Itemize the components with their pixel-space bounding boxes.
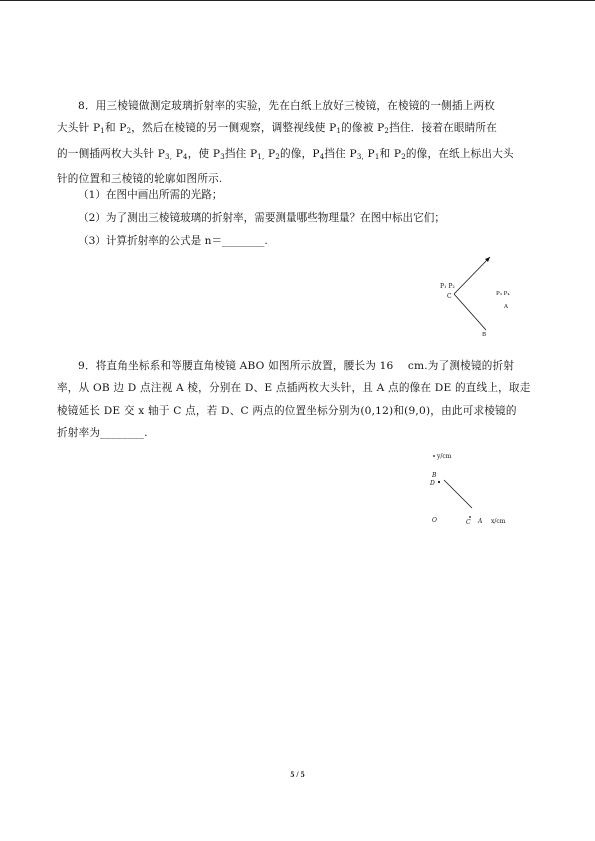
label-p1-p2: P₁ P₂: [440, 283, 455, 290]
ray-lower: [454, 294, 486, 330]
q9-line-4: 折射率为________.: [57, 426, 148, 439]
figure-q8: [430, 250, 530, 340]
question-8: [57, 95, 539, 190]
q8-subquestion-1: （1）在图中画出所需的光路；: [78, 189, 223, 201]
label-b: B: [432, 472, 437, 479]
q8-line-1: 8．用三棱镜做测定玻璃折射率的实验，先在白纸上放好三棱镜，在棱镜的一侧插上两枚: [78, 100, 496, 112]
label-b: B: [482, 332, 487, 338]
q8-line-3: 的一侧插两枚大头针 $P_{3,}$ $P_4$，使 $P_3$挡住 $P_{1,}$ $P_2$的像，$P_4$挡住 $P_{3,}$ $P_1$和 $P_2$的像，在纸上标出大头: [57, 147, 514, 161]
ray-upper: [454, 257, 490, 294]
y-axis-label: y/cm: [437, 453, 452, 460]
point-d: [438, 481, 440, 483]
label-d: D: [430, 480, 435, 487]
q8-subquestion-3: （3）计算折射率的公式是 n＝________.: [78, 235, 268, 247]
question-9: [57, 355, 539, 444]
q8-line-2: 大头针 $P_1$和 $P_2$，然后在棱镜的另一侧观察，调整视线使 $P_1$的像被 $P_2$挡住．接着在眼睛所在: [57, 122, 498, 136]
q8-subquestion-2: （2）为了测出三棱镜玻璃的折射率，需要测量哪些物理量？在图中标出它们；: [78, 212, 445, 224]
axis-marker: [433, 455, 435, 457]
label-a: A: [504, 304, 508, 310]
label-p3-p4: P₃ P₄: [496, 291, 510, 297]
figure-q9: [420, 448, 530, 533]
x-axis-label: x/cm: [491, 518, 506, 525]
q9-line-3: 棱镜延长 DE 交 x 轴于 C 点，若 D、C 两点的位置坐标分别为(0,12)和(9,0)，由此可求棱镜的: [57, 404, 517, 417]
q8-line-4: 针的位置和三棱镜的轮廓如图所示.: [57, 172, 223, 185]
top-rule: [0, 0, 595, 1]
label-a: A: [478, 518, 483, 525]
q9-line-2: 率，从 OB 边 D 点注视 A 棱，分别在 D、E 点插两枚大头针，且 A 点的像在 DE 的直线上，取走: [57, 382, 531, 395]
label-c: C: [447, 293, 452, 300]
label-o: O: [432, 517, 437, 524]
point-e: [469, 516, 471, 518]
line-de: [444, 480, 472, 508]
label-c: C: [466, 519, 471, 526]
q9-line-1: 9．将直角坐标系和等腰直角棱镜 ABO 如图所示放置，腰长为 16 cm.为了测棱镜的折射: [78, 360, 515, 372]
page-number: 5 / 5: [290, 770, 305, 779]
